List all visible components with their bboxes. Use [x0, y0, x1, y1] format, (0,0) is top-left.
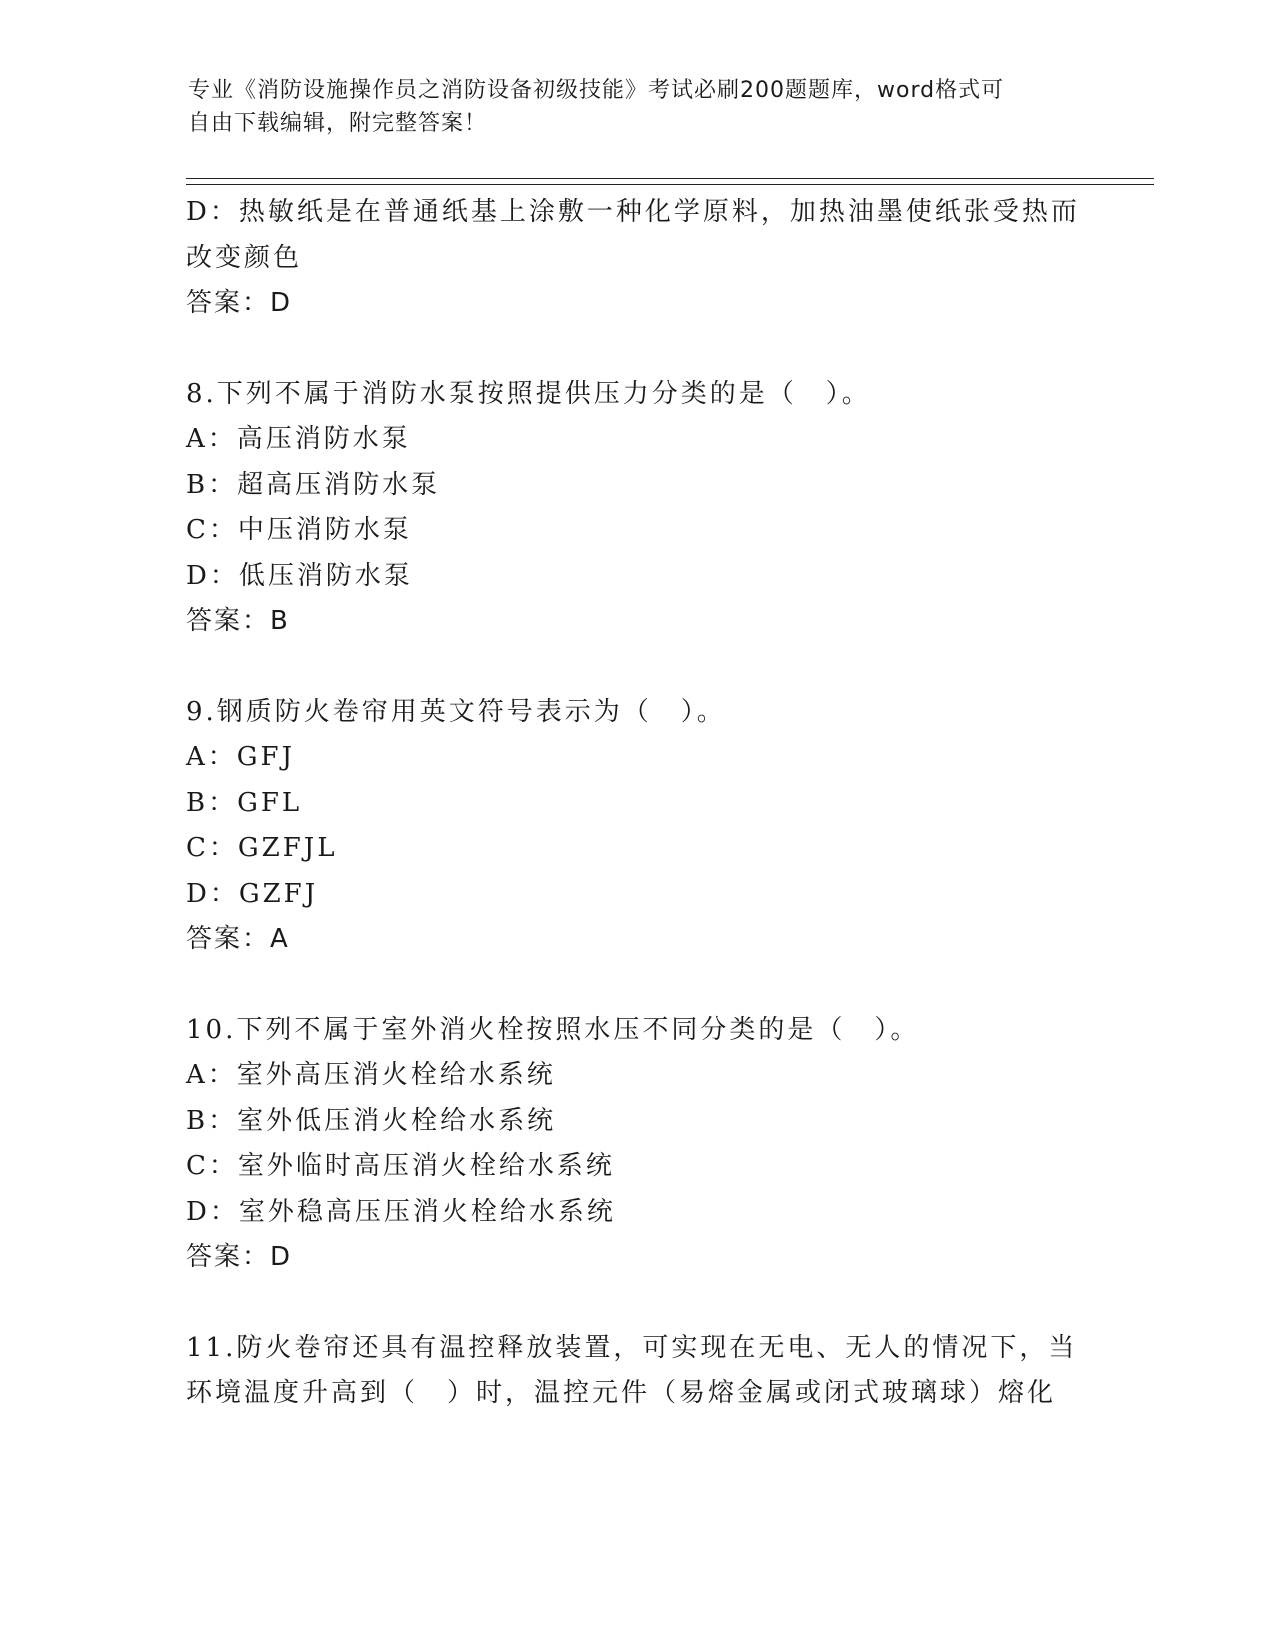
- answer-line: 答案：A: [186, 924, 290, 954]
- option-a: A：GFJ: [186, 742, 296, 772]
- header-line-1: 专业《消防设施操作员之消防设备初级技能》考试必刷200题题库，word格式可: [188, 78, 1005, 103]
- question-block-9: [186, 690, 1086, 963]
- question-content: [186, 190, 1086, 1417]
- answer-line: 答案：B: [186, 606, 290, 636]
- question-block-8: [186, 372, 1086, 645]
- question-stem: 9.钢质防火卷帘用英文符号表示为（ ）。: [186, 696, 726, 727]
- question-stem-continued: 环境温度升高到（ ）时，温控元件（易熔金属或闭式玻璃球）熔化: [186, 1378, 1057, 1408]
- option-d: D：室外稳高压压消火栓给水系统: [186, 1196, 616, 1227]
- option-c: C：中压消防水泵: [186, 515, 412, 545]
- option-a: A：室外高压消火栓给水系统: [186, 1060, 556, 1090]
- question-stem: 10.下列不属于室外消火栓按照水压不同分类的是（ ）。: [186, 1014, 920, 1045]
- option-d: D：热敏纸是在普通纸基上涂敷一种化学原料，加热油墨使纸张受热而: [186, 197, 1080, 227]
- question-stem: 11.防火卷帘还具有温控释放装置，可实现在无电、无人的情况下，当: [186, 1332, 1078, 1363]
- question-block-7: [186, 190, 1086, 327]
- header-line-2: 自由下载编辑，附完整答案！: [188, 111, 488, 136]
- option-b: B：GFL: [186, 787, 303, 818]
- question-block-10: [186, 1008, 1086, 1281]
- option-c: C：GZFJL: [186, 833, 338, 863]
- option-d: D：GZFJ: [186, 878, 319, 909]
- question-stem: 8.下列不属于消防水泵按照提供压力分类的是（ ）。: [186, 378, 871, 409]
- option-b: B：超高压消防水泵: [186, 469, 441, 500]
- option-c: C：室外临时高压消火栓给水系统: [186, 1151, 615, 1181]
- option-b: B：室外低压消火栓给水系统: [186, 1105, 557, 1136]
- option-a: A：高压消防水泵: [186, 424, 411, 454]
- page-header: [188, 74, 1078, 140]
- option-d: D：低压消防水泵: [186, 560, 413, 591]
- header-divider: [186, 178, 1154, 185]
- answer-line: 答案：D: [186, 1242, 293, 1272]
- answer-line: 答案：D: [186, 288, 293, 318]
- question-block-11: [186, 1326, 1086, 1417]
- option-d-continued: 改变颜色: [186, 242, 303, 273]
